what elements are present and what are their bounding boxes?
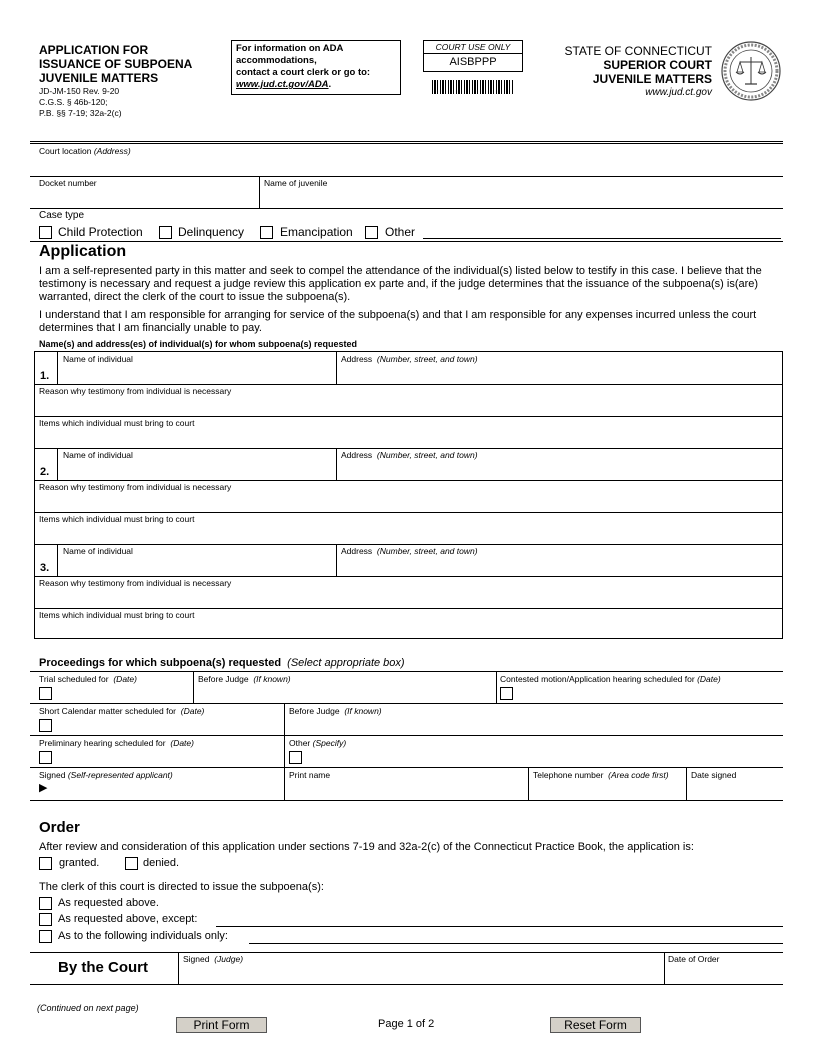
applicant-signature-label: Signed (Self-represented applicant) (39, 770, 173, 780)
judge-signature-field[interactable] (181, 965, 662, 983)
print-form-button[interactable]: Print Form (176, 1017, 267, 1033)
court-name: SUPERIOR COURT (603, 58, 712, 72)
order-heading: Order (39, 819, 80, 836)
individual-2-address-field[interactable] (339, 460, 779, 478)
by-the-court: By the Court (58, 959, 148, 976)
application-responsibility: I understand that I am responsible for arranging for service of the subpoena(s) and that I am responsible for any expenses incurred unless the court determines that I am financially unable to pay. (39, 309, 757, 334)
individuals-table-heading: Name(s) and address(es) of individual(s) for whom subpoena(s) requested (39, 339, 358, 349)
preliminary-checkbox[interactable] (39, 751, 52, 764)
other-case-label: Other (385, 225, 416, 239)
preliminary-label: Preliminary hearing scheduled for (Date) (39, 738, 194, 748)
items-label: Items which individual must bring to court (39, 610, 195, 620)
docket-number-field[interactable] (30, 189, 258, 207)
except-label: As requested above, except: (58, 913, 198, 925)
proceedings-heading: Proceedings for which subpoena(s) requested (Select appropriate box) (39, 657, 405, 669)
following-individuals-label: As to the following individuals only: (58, 930, 228, 942)
form-codes (39, 86, 122, 119)
as-requested-checkbox[interactable] (39, 897, 52, 910)
individual-3-reason-field[interactable] (37, 589, 780, 607)
continued-note: (Continued on next page) (37, 1003, 139, 1013)
address-label: Address (Number, street, and town) (341, 354, 478, 364)
barcode-icon (432, 80, 514, 94)
ada-box (231, 40, 401, 95)
title-line: ISSUANCE OF SUBPOENA (39, 57, 193, 71)
date-signed-label: Date signed (691, 770, 737, 780)
title-line: APPLICATION FOR (39, 43, 149, 57)
individual-1-name-field[interactable] (59, 364, 335, 382)
before-judge-label: Before Judge (If known) (198, 674, 291, 684)
ada-line: contact a court clerk or go to: (236, 67, 371, 78)
granted-label: granted. (59, 857, 100, 869)
individual-3-items-field[interactable] (37, 621, 780, 637)
row-number: 1. (40, 370, 50, 382)
court-division: JUVENILE MATTERS (592, 72, 712, 86)
contested-checkbox[interactable] (500, 687, 513, 700)
child-protection-checkbox[interactable] (39, 226, 52, 239)
court-website: www.jud.ct.gov (645, 87, 712, 98)
form-title (39, 43, 192, 85)
reason-label: Reason why testimony from individual is necessary (39, 578, 232, 588)
reset-form-button[interactable]: Reset Form (550, 1017, 641, 1033)
case-type-label: Case type (39, 210, 85, 221)
ada-line: For information on ADA (236, 43, 344, 54)
form-id: JD-JM-150 Rev. 9-20 (39, 86, 120, 96)
applicant-signature-field[interactable] (54, 781, 282, 799)
address-label: Address (Number, street, and town) (341, 450, 478, 460)
statute-line: C.G.S. § 46b-120; (39, 97, 108, 107)
name-label: Name of individual (63, 354, 133, 364)
trial-judge-field[interactable] (196, 685, 494, 702)
reason-label: Reason why testimony from individual is necessary (39, 482, 232, 492)
individual-1-reason-field[interactable] (37, 397, 780, 415)
other-proceeding-label: Other (Specify) (289, 738, 347, 748)
except-checkbox[interactable] (39, 913, 52, 926)
other-proceeding-checkbox[interactable] (289, 751, 302, 764)
delinquency-checkbox[interactable] (159, 226, 172, 239)
reason-label: Reason why testimony from individual is necessary (39, 386, 232, 396)
juvenile-name-field[interactable] (262, 189, 782, 207)
telephone-field[interactable] (531, 781, 684, 799)
telephone-label: Telephone number (Area code first) (533, 770, 669, 780)
before-judge-label: Before Judge (If known) (289, 706, 382, 716)
emancipation-label: Emancipation (280, 225, 353, 239)
court-location-field[interactable] (30, 156, 783, 176)
application-statement: I am a self-represented party in this matter and seek to compel the attendance of the individual(s) listed below to testify in this case. I believe that the testimony is necessary and request a judge review this application ex parte and, if the judge determines that the issuance of the subpoena(s) is(are) warranted, direct the clerk of the court to issue the subpoena(s). (39, 265, 762, 303)
short-calendar-checkbox[interactable] (39, 719, 52, 732)
individuals-table (34, 351, 783, 639)
ada-link[interactable]: www.jud.ct.gov/ADA (236, 79, 329, 90)
name-label: Name of individual (63, 450, 133, 460)
clerk-text: The clerk of this court is directed to issue the subpoena(s): (39, 881, 324, 893)
docket-number-label: Docket number (39, 178, 97, 188)
following-individuals-checkbox[interactable] (39, 930, 52, 943)
address-label: Address (Number, street, and town) (341, 546, 478, 556)
short-calendar-label: Short Calendar matter scheduled for (Date) (39, 706, 205, 716)
print-name-label: Print name (289, 770, 331, 780)
court-use-label: COURT USE ONLY (424, 41, 522, 54)
statute-line: P.B. §§ 7-19; 32a-2(c) (39, 108, 122, 118)
court-use-box (423, 40, 523, 72)
application-heading: Application (39, 243, 127, 260)
items-label: Items which individual must bring to court (39, 418, 195, 428)
name-label: Name of individual (63, 546, 133, 556)
individual-1-address-field[interactable] (339, 364, 779, 382)
delinquency-label: Delinquency (178, 225, 245, 239)
signature-arrow-icon: ▶ (39, 782, 48, 794)
date-signed-field[interactable] (689, 781, 782, 799)
granted-checkbox[interactable] (39, 857, 52, 870)
print-name-field[interactable] (287, 781, 525, 799)
as-requested-label: As requested above. (58, 897, 159, 909)
row-number: 3. (40, 562, 50, 574)
state-name: STATE OF CONNECTICUT (564, 44, 712, 58)
court-header (564, 44, 712, 100)
following-individuals-field[interactable] (249, 943, 783, 944)
court-location-label: Court location (Address) (39, 146, 131, 156)
denied-label: denied. (143, 857, 180, 869)
short-calendar-judge-field[interactable] (287, 717, 781, 734)
row-number: 2. (40, 466, 50, 478)
trial-label: Trial scheduled for (Date) (39, 674, 137, 684)
date-of-order-label: Date of Order (668, 954, 720, 964)
denied-checkbox[interactable] (125, 857, 138, 870)
order-text: After review and consideration of this application under sections 7-19 and 32a-2(c) of the Connecticut Practice Book, the application is: (39, 841, 694, 853)
individual-2-reason-field[interactable] (37, 493, 780, 511)
court-use-code: AISBPPP (449, 56, 497, 68)
trial-checkbox[interactable] (39, 687, 52, 700)
date-of-order-field[interactable] (666, 965, 782, 983)
juvenile-name-label: Name of juvenile (264, 178, 328, 188)
except-field[interactable] (216, 926, 783, 927)
other-case-field[interactable] (423, 238, 781, 239)
items-label: Items which individual must bring to court (39, 514, 195, 524)
individual-1-items-field[interactable] (37, 429, 780, 447)
judge-signature-label: Signed (Judge) (183, 954, 244, 964)
individual-3-address-field[interactable] (339, 556, 779, 574)
state-seal-icon (720, 40, 782, 102)
individual-2-items-field[interactable] (37, 525, 780, 543)
other-case-checkbox[interactable] (365, 226, 378, 239)
individual-2-name-field[interactable] (59, 460, 335, 478)
ada-link-suffix: . (328, 79, 332, 90)
page-number: Page 1 of 2 (378, 1018, 435, 1030)
child-protection-label: Child Protection (58, 225, 143, 239)
contested-label: Contested motion/Application hearing scheduled for (Date) (500, 674, 721, 684)
individual-3-name-field[interactable] (59, 556, 335, 574)
ada-line: accommodations, (236, 55, 317, 66)
emancipation-checkbox[interactable] (260, 226, 273, 239)
title-line: JUVENILE MATTERS (39, 71, 159, 85)
